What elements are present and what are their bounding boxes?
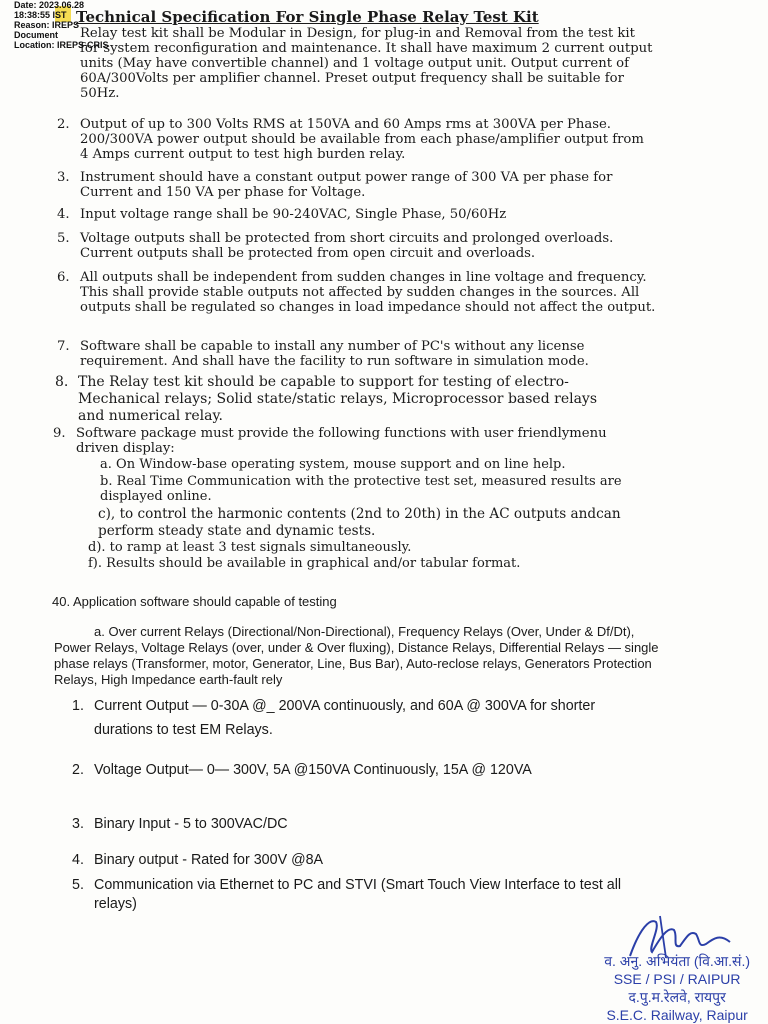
sub-item-d: d). to ramp at least 3 test signals simultaneously. [88, 540, 412, 555]
page-title: Technical Specification For Single Phase Relay Test Kit [76, 8, 539, 26]
sub-item-a: a. On Window-base operating system, mouse support and on line help. [100, 457, 566, 472]
spec-item-6: 6. All outputs shall be independent from sudden changes in line voltage and frequency. This shall provide stable outputs not affected by sudden changes in the sources. All outputs shall be regulated so changes in load impedance should not affect the output. [57, 270, 656, 315]
spec-item-3: 3. Instrument should have a constant output power range of 300 VA per phase for Current and 150 VA per phase for Voltage. [57, 170, 613, 200]
hardware-spec-2: 2. Voltage Output— 0— 300V, 5A @150VA Continuously, 15A @ 120VA [72, 762, 532, 778]
spec-item-8: 8. The Relay test kit should be capable to support for testing of electro-Mechanical relays; Solid state/static relays, Microprocessor based relays and numerical relay. [55, 374, 598, 424]
stamp-document: Document [14, 30, 59, 40]
hardware-spec-4: 4. Binary output - Rated for 300V @8A [72, 852, 324, 868]
stamp-date: Date: 2023.06.28 [14, 0, 85, 10]
signatory-block [604, 952, 750, 1024]
hardware-spec-5: 5. Communication via Ethernet to PC and STVI (Smart Touch View Interface to test all relays) [72, 877, 622, 912]
hardware-spec-1: 1. Current Output — 0-30A @_ 200VA continuously, and 60A @ 300VA for shorter durations to test EM Relays. [72, 698, 596, 738]
signatory-railway-hindi: द.पु.म.रेलवे, रायपुर [628, 989, 726, 1005]
digital-signature-stamp [14, 0, 109, 50]
sub-item-f: f). Results should be available in graphical and/or tabular format. [88, 556, 521, 571]
hardware-spec-3: 3. Binary Input - 5 to 300VAC/DC [72, 816, 288, 832]
spec-item-5: 5. Voltage outputs shall be protected from short circuits and prolonged overloads. Current outputs shall be protected from open circuit and overloads. [57, 231, 614, 261]
stamp-time: 18:38:55 IST [14, 10, 67, 20]
signatory-designation-hindi: व. अनु. अभियंता (वि.आ.सं.) [604, 953, 750, 969]
spec-item-4: 4. Input voltage range shall be 90-240VAC, Single Phase, 50/60Hz [57, 207, 507, 222]
signatory-designation: SSE / PSI / RAIPUR [613, 971, 741, 987]
sub-item-c: c), to control the harmonic contents (2nd to 20th) in the AC outputs andcan perform steady state and dynamic tests. [98, 506, 621, 539]
stamp-reason: Reason: IREPS [14, 20, 80, 30]
spec-item-1: Relay test kit shall be Modular in Design, for plug-in and Removal from the test kit for system reconfiguration and maintenance. It shall have maximum 2 current output units (May have convertible channel) and 1 voltage output unit. Output current of 60A/300Volts per amplifier channel. Preset output frequency shall be suitable for 50Hz. [80, 26, 653, 101]
signatory-railway: S.E.C. Railway, Raipur [606, 1007, 748, 1023]
item-40-text: a. Over current Relays (Directional/Non-Directional), Frequency Relays (Over, Under & Df/Dt), Power Relays, Voltage Relays (over, under & Over fluxing), Distance Relays, Differential Relays — single phase relays (Transformer, motor, Generator, Line, Bus Bar), Auto-reclose relays, Generators Protection Relays, High Impedance earth-fault rely [54, 624, 659, 687]
spec-item-2: 2. Output of up to 300 Volts RMS at 150VA and 60 Amps rms at 300VA per Phase. 200/300VA power output should be available from each phase/amplifier output from 4 Amps current output to test high burden relay. [57, 117, 644, 162]
item-40-heading: 40. Application software should capable of testing [52, 594, 337, 609]
spec-item-9: 9. Software package must provide the following functions with user friendlymenu driven display: [53, 426, 607, 456]
stamp-location: Location: IREPS-CRIS [14, 40, 109, 50]
spec-item-7: 7. Software shall be capable to install any number of PC's without any license requirement. And shall have the facility to run software in simulation mode. [57, 339, 589, 369]
sub-item-b: b. Real Time Communication with the protective test set, measured results are displayed online. [100, 474, 622, 504]
